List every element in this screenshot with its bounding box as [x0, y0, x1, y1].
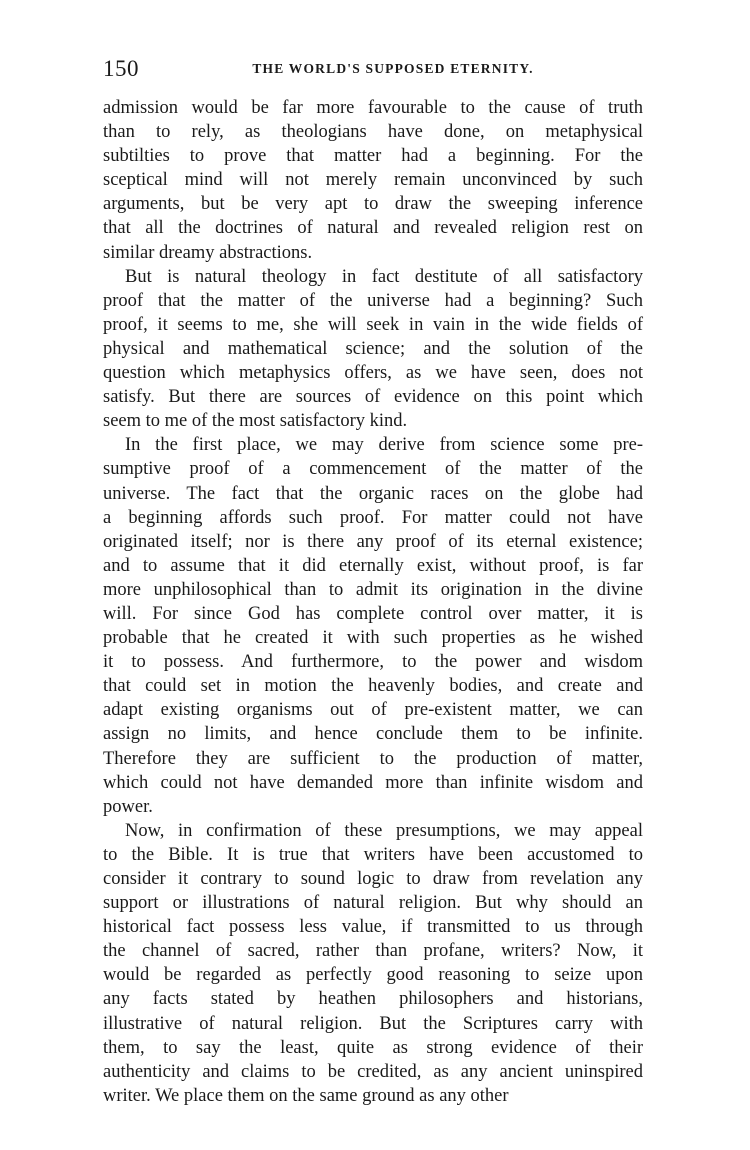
text-line: But is natural theology in fact destitute of all satisfactory: [125, 266, 643, 287]
text-line: than to rely, as theologians have done, on metaphysical: [103, 122, 643, 143]
text-line: which could not have demanded more than infinite wisdom and: [103, 772, 643, 793]
text-line: universe. The fact that the organic races on the globe had: [103, 483, 643, 504]
text-line: arguments, but be very apt to draw the sweeping inference: [103, 194, 643, 215]
text-line: In the first place, we may derive from science some pre-: [125, 435, 643, 456]
body-text: [103, 96, 643, 1108]
text-line: a beginning affords such proof. For matter could not have: [103, 507, 643, 528]
running-head: [103, 54, 643, 84]
paragraph: [103, 265, 643, 434]
text-line: that could set in motion the heavenly bodies, and create and: [103, 676, 643, 697]
text-line: historical fact possess less value, if transmitted to us through: [103, 917, 643, 938]
running-title: THE WORLD'S SUPPOSED ETERNITY.: [252, 61, 534, 76]
text-line: that all the doctrines of natural and revealed religion rest on: [103, 218, 643, 239]
text-line: subtilties to prove that matter had a beginning. For the: [103, 146, 643, 167]
text-line: any facts stated by heathen philosophers and historians,: [103, 989, 643, 1010]
text-line: consider it contrary to sound logic to draw from revelation any: [103, 869, 643, 889]
text-line: writer. We place them on the same ground as any other: [103, 1085, 509, 1106]
text-line: originated itself; nor is there any proof of its eternal existence;: [103, 531, 643, 552]
text-line: admission would be far more favourable to the cause of truth: [103, 98, 643, 118]
text-line: to the Bible. It is true that writers have been accustomed to: [103, 844, 643, 865]
text-line: sumptive proof of a commencement of the matter of the: [103, 459, 643, 480]
text-line: Therefore they are sufficient to the production of matter,: [103, 748, 643, 769]
text-line: the channel of sacred, rather than profane, writers? Now, it: [103, 941, 643, 962]
text-line: question which metaphysics offers, as we have seen, does not: [103, 363, 643, 384]
paragraph: [103, 96, 643, 265]
text-line: it to possess. And furthermore, to the power and wisdom: [103, 652, 643, 673]
text-line: proof that the matter of the universe had a beginning? Such: [103, 290, 643, 311]
text-line: adapt existing organisms out of pre-existent matter, we can: [103, 700, 643, 721]
text-line: illustrative of natural religion. But the Scriptures carry with: [103, 1013, 643, 1034]
text-line: power.: [103, 796, 153, 817]
text-line: them, to say the least, quite as strong evidence of their: [103, 1037, 643, 1058]
text-line: proof, it seems to me, she will seek in vain in the wide fields of: [103, 314, 643, 335]
text-line: more unphilosophical than to admit its origination in the divine: [103, 579, 643, 600]
paragraph: [103, 433, 643, 819]
text-line: authenticity and claims to be credited, as any ancient uninspired: [103, 1061, 643, 1082]
text-line: seem to me of the most satisfactory kind.: [103, 411, 408, 432]
text-line: satisfy. But there are sources of evidence on this point which: [103, 387, 643, 408]
text-line: assign no limits, and hence conclude them to be infinite.: [103, 724, 643, 745]
text-line: will. For since God has complete control over matter, it is: [103, 603, 643, 624]
text-line: support or illustrations of natural religion. But why should an: [103, 893, 643, 914]
text-line: sceptical mind will not merely remain unconvinced by such: [103, 170, 643, 191]
text-line: would be regarded as perfectly good reasoning to seize upon: [103, 965, 643, 986]
paragraph: [103, 819, 643, 1108]
text-line: probable that he created it with such properties as he wished: [103, 628, 643, 649]
text-line: physical and mathematical science; and the solution of the: [103, 338, 643, 359]
text-line: and to assume that it did eternally exist, without proof, is far: [103, 555, 643, 576]
text-line: similar dreamy abstractions.: [103, 242, 313, 263]
text-line: Now, in confirmation of these presumptions, we may appeal: [125, 820, 643, 841]
page-number: 150: [103, 56, 139, 81]
